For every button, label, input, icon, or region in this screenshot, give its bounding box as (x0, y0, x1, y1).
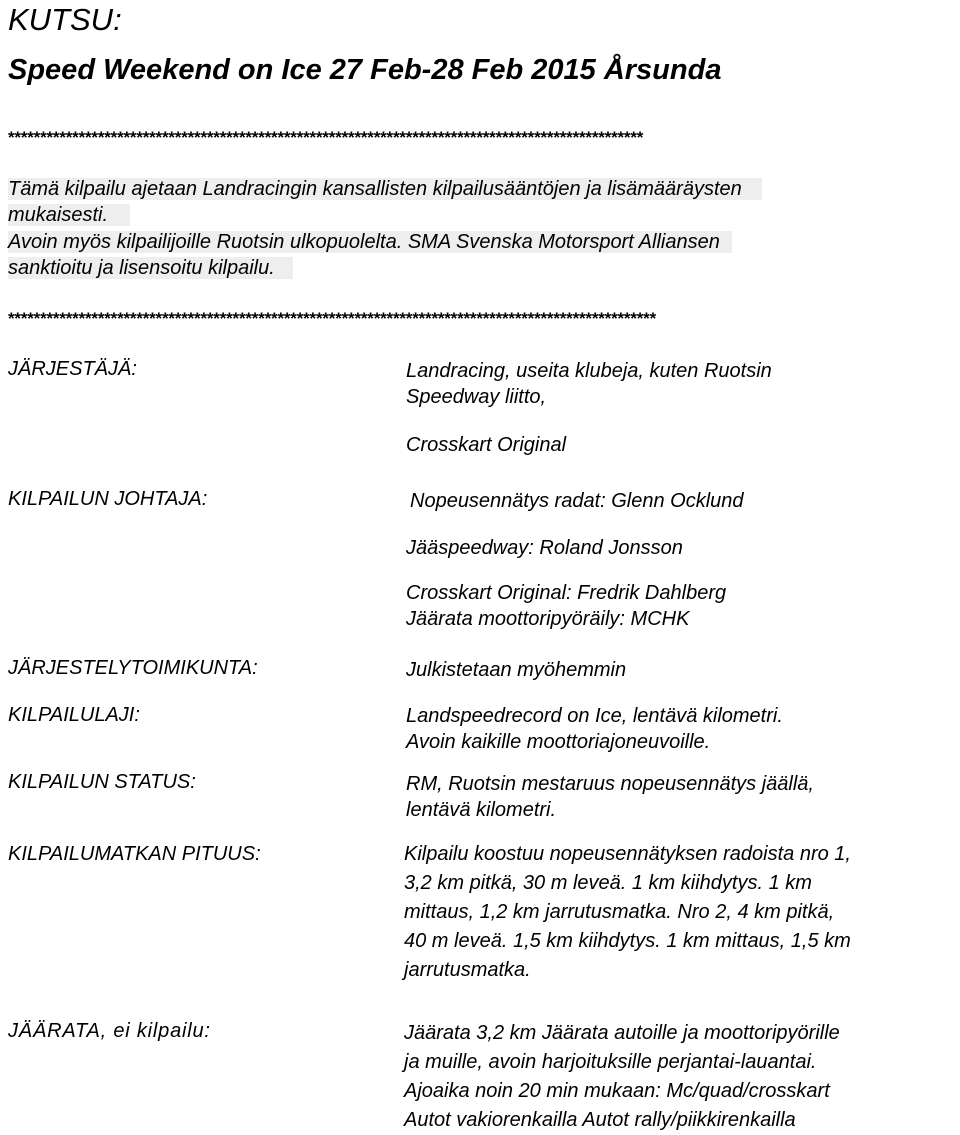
intro-line-2 (8, 202, 130, 228)
director-value-3 (406, 580, 726, 632)
type-label: KILPAILULAJI: (8, 704, 140, 726)
doc-title: KUTSU: (8, 2, 122, 37)
type-line: Landspeedrecord on Ice, lentävä kilometri. (406, 705, 783, 727)
distance-value (404, 840, 851, 985)
committee-value: Julkistetaan myöhemmin (406, 659, 627, 681)
intro-line-1 (8, 176, 762, 202)
icetrack-line: Autot vakiorenkailla Autot rally/piikkirenkailla (404, 1109, 796, 1131)
icetrack-label: JÄÄRATA, ei kilpailu: (8, 1020, 211, 1042)
distance-line: 3,2 km pitkä, 30 m leveä. 1 km kiihdytys. 1 km (404, 872, 812, 894)
director-value-1: Nopeusennätys radat: Glenn Ocklund (410, 490, 744, 512)
director-value-2: Jääspeedway: Roland Jonsson (406, 537, 683, 559)
icetrack-value (404, 1019, 840, 1135)
icetrack-line: Ajoaika noin 20 min mukaan: Mc/quad/crosskart (404, 1080, 830, 1102)
event-title: Speed Weekend on Ice 27 Feb-28 Feb 2015 Årsunda (8, 54, 722, 86)
status-label: KILPAILUN STATUS: (8, 771, 196, 793)
distance-line: jarrutusmatka. (404, 959, 531, 981)
status-value (406, 771, 814, 823)
type-line: Avoin kaikille moottoriajoneuvoille. (406, 731, 711, 753)
icetrack-line: ja muille, avoin harjoituksille perjantai-lauantai. (404, 1051, 817, 1073)
organizer-value-extra: Crosskart Original (406, 434, 567, 456)
icetrack-line: Jäärata 3,2 km Jäärata autoille ja moottoripyörille (404, 1022, 840, 1044)
organizer-line: Landracing, useita klubeja, kuten Ruotsin (406, 360, 772, 382)
separator-bottom: ***************************************************************************************************** (8, 309, 656, 328)
intro-line-4 (8, 255, 293, 281)
organizer-value (406, 358, 772, 410)
organizer-line: Speedway liitto, (406, 386, 547, 408)
distance-line: mittaus, 1,2 km jarrutusmatka. Nro 2, 4 km pitkä, (404, 901, 835, 923)
director-line: Crosskart Original: Fredrik Dahlberg (406, 582, 727, 604)
type-value (406, 703, 783, 755)
intro-text: Avoin myös kilpailijoille Ruotsin ulkopuolelta. SMA Svenska Motorsport Alliansen (8, 231, 732, 253)
distance-line: 40 m leveä. 1,5 km kiihdytys. 1 km mittaus, 1,5 km (404, 930, 851, 952)
intro-text: Tämä kilpailu ajetaan Landracingin kansallisten kilpailusääntöjen ja lisämääräysten (8, 178, 762, 200)
director-line: Jäärata moottoripyöräily: MCHK (406, 608, 690, 630)
director-label: KILPAILUN JOHTAJA: (8, 488, 208, 510)
distance-line: Kilpailu koostuu nopeusennätyksen radoista nro 1, (404, 843, 851, 865)
separator-top: *************************************************************************************************** (8, 128, 644, 147)
committee-label: JÄRJESTELYTOIMIKUNTA: (8, 657, 258, 679)
intro-text: mukaisesti. (8, 204, 130, 226)
distance-label: KILPAILUMATKAN PITUUS: (8, 843, 261, 865)
intro-line-3 (8, 229, 732, 255)
status-line: RM, Ruotsin mestaruus nopeusennätys jäällä, (406, 773, 814, 795)
intro-text: sanktioitu ja lisensoitu kilpailu. (8, 257, 293, 279)
status-line: lentävä kilometri. (406, 799, 557, 821)
organizer-label: JÄRJESTÄJÄ: (8, 358, 137, 380)
